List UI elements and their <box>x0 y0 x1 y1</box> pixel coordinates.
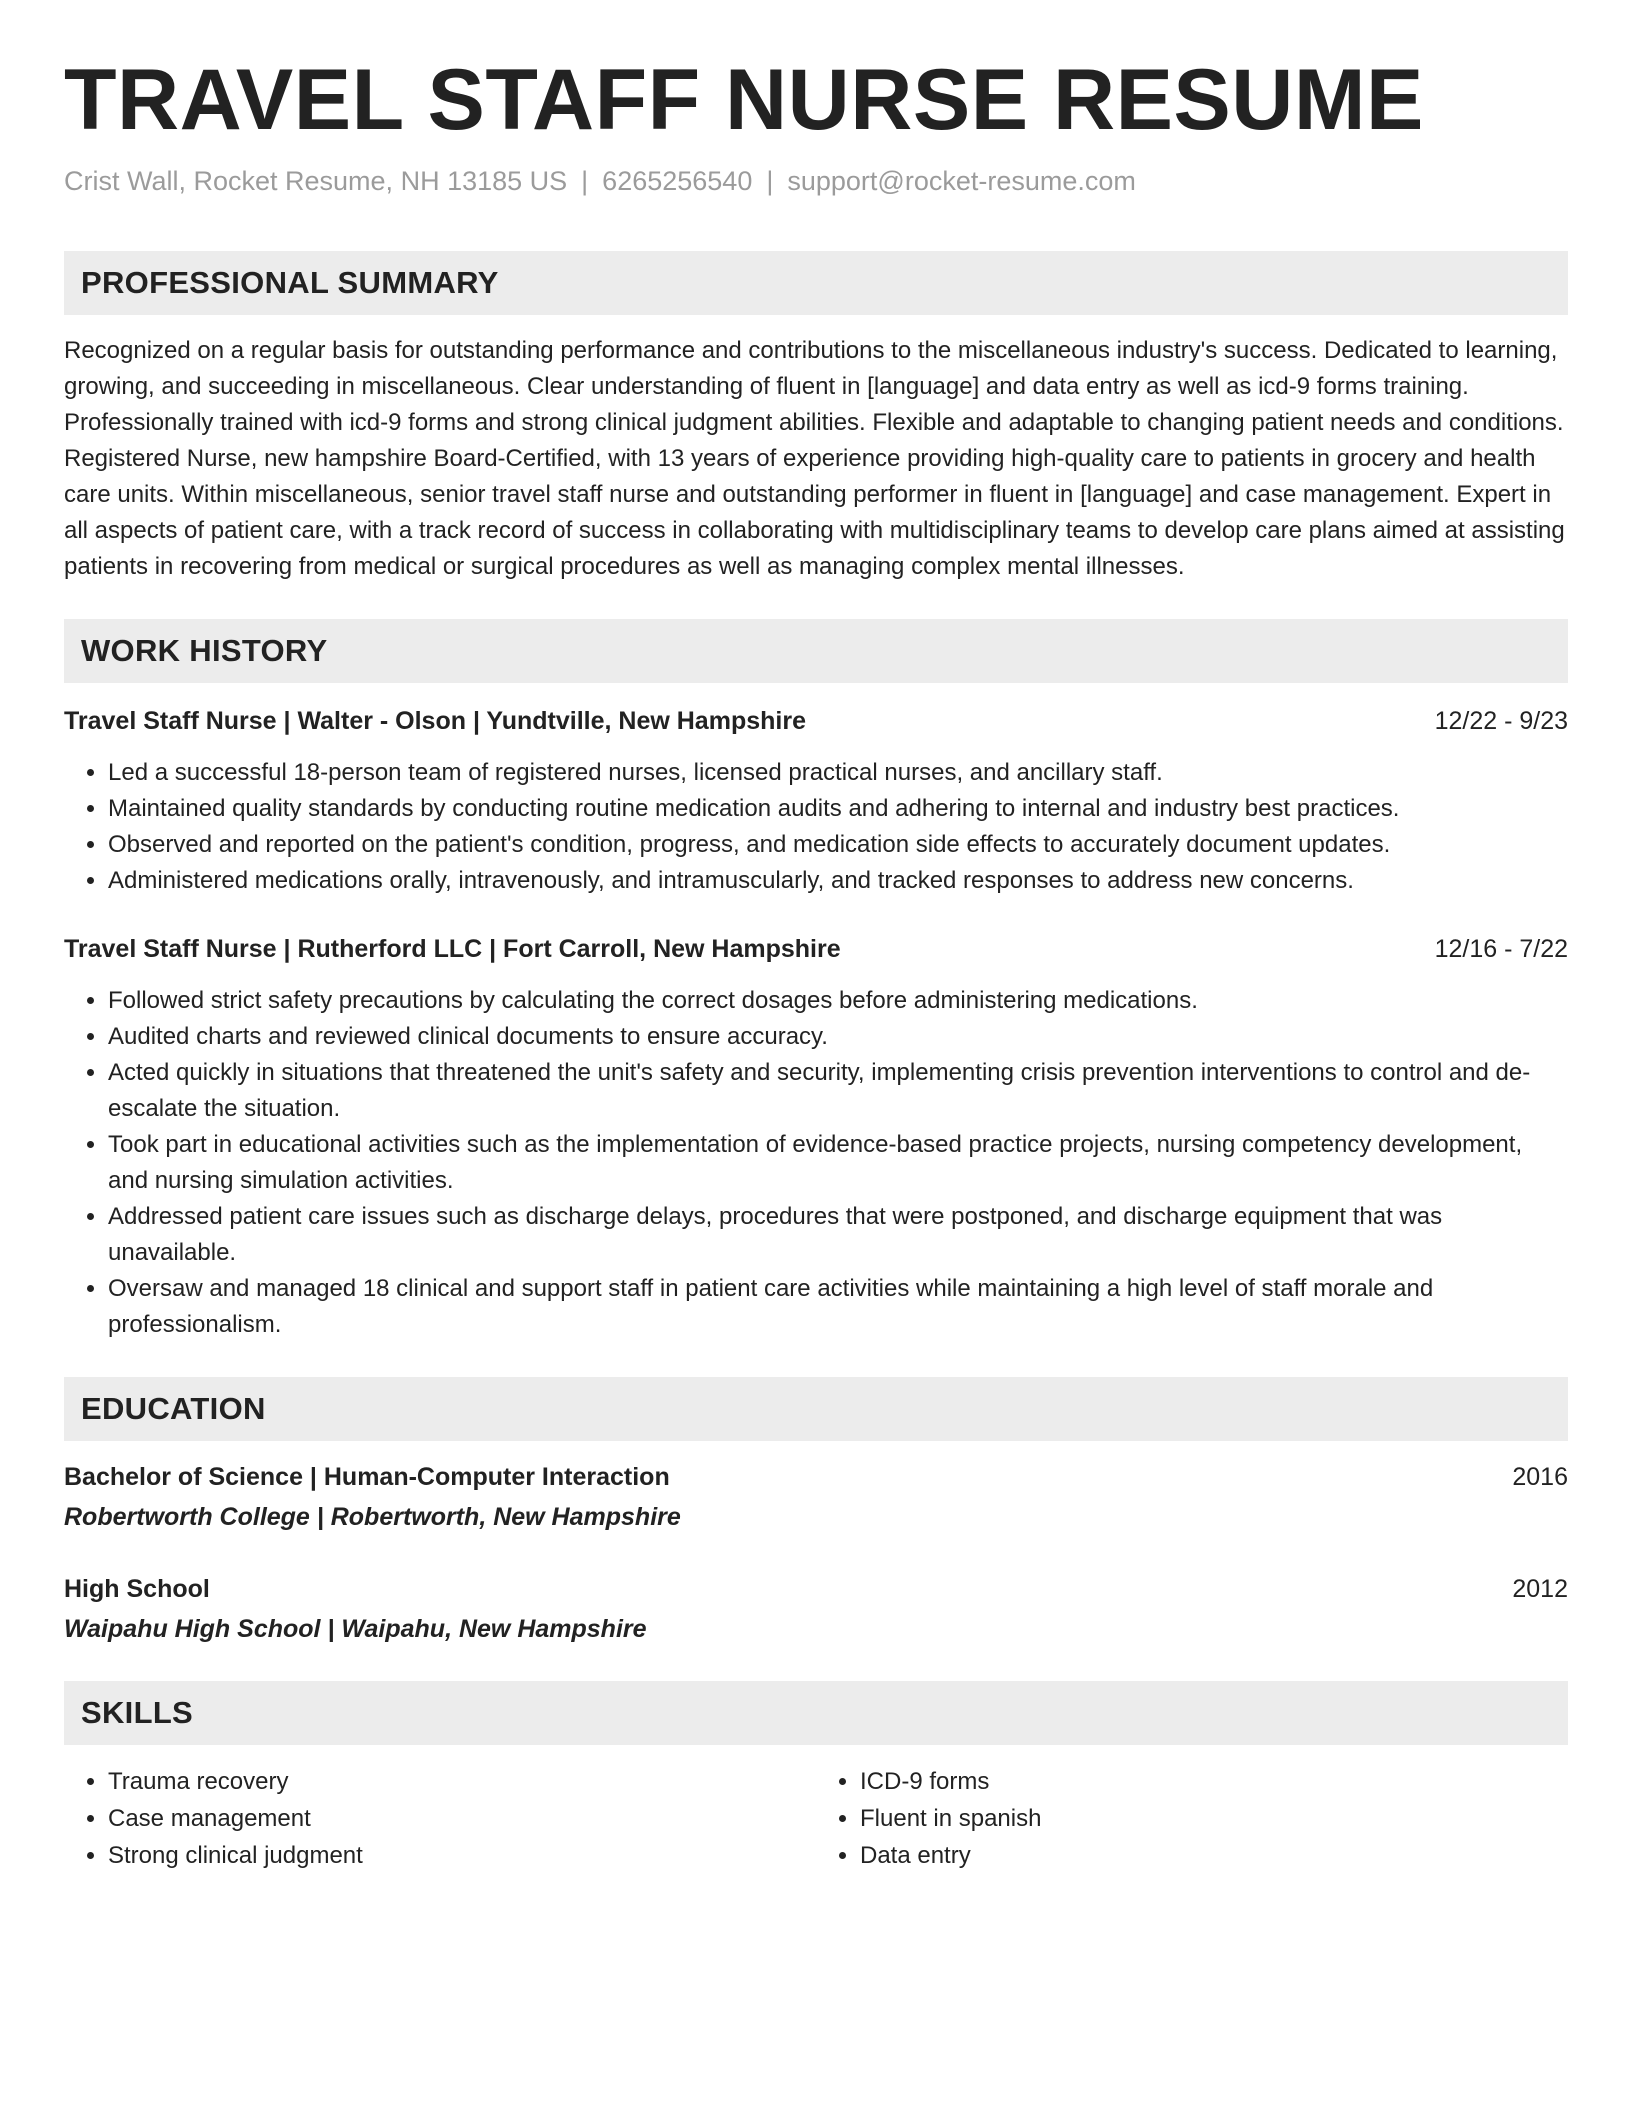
job-dates: 12/16 - 7/22 <box>1434 935 1568 964</box>
skills-column-left <box>64 1763 816 1874</box>
job-title-line: Travel Staff Nurse | Walter - Olson | Yundtville, New Hampshire <box>64 707 806 736</box>
contact-phone: 6265256540 <box>602 166 753 197</box>
education-degree: Bachelor of Science | Human-Computer Interaction <box>64 1463 670 1492</box>
contact-email: support@rocket-resume.com <box>787 166 1136 197</box>
job-entry <box>64 703 1568 899</box>
skill-item: • ICD-9 forms <box>860 1763 1568 1800</box>
contact-address: Crist Wall, Rocket Resume, NH 13185 US <box>64 166 568 197</box>
job-title-line: Travel Staff Nurse | Rutherford LLC | Fort Carroll, New Hampshire <box>64 935 841 964</box>
education-degree: High School <box>64 1575 210 1604</box>
education-header <box>64 1459 1568 1495</box>
education-school: Waipahu High School | Waipahu, New Hampshire <box>64 1615 647 1644</box>
education-year: 2016 <box>1512 1463 1568 1492</box>
job-bullets <box>64 755 1568 899</box>
education-year: 2012 <box>1512 1575 1568 1604</box>
job-dates: 12/22 - 9/23 <box>1434 707 1568 736</box>
skill-item: • Fluent in spanish <box>860 1800 1568 1837</box>
section-header-education: EDUCATION <box>64 1377 1568 1441</box>
skills-grid <box>64 1763 1568 1874</box>
contact-line <box>64 164 1568 199</box>
job-bullet: • Oversaw and managed 18 clinical and support staff in patient care activities while maintaining a high level of staff morale and professionalism. <box>108 1271 1568 1343</box>
education-entry <box>64 1459 1568 1535</box>
contact-separator: | <box>766 166 774 197</box>
job-entry <box>64 931 1568 1343</box>
skills-column-right <box>816 1763 1568 1874</box>
skill-item: • Data entry <box>860 1837 1568 1874</box>
job-bullet: • Led a successful 18-person team of registered nurses, licensed practical nurses, and ancillary staff. <box>108 755 1568 791</box>
summary-text: Recognized on a regular basis for outstanding performance and contributions to the miscellaneous industry's success. Dedicated to learning, growing, and succeeding in miscellaneous. Clear understanding of fluent in [language] and data entry as well as icd-9 forms training. Professionally trained with icd-9 forms and strong clinical judgment abilities. Flexible and adaptable to changing patient needs and conditions. Registered Nurse, new hampshire Board-Certified, with 13 years of experience providing high-quality care to patients in grocery and health care units. Within miscellaneous, senior travel staff nurse and outstanding performer in fluent in [language] and case management. Expert in all aspects of patient care, with a track record of success in collaborating with multidisciplinary teams to develop care plans aimed at assisting patients in recovering from medical or surgical procedures as well as managing complex mental illnesses. <box>64 337 1565 581</box>
job-bullet: • Took part in educational activities such as the implementation of evidence-based practice projects, nursing competency development, and nursing simulation activities. <box>108 1127 1568 1199</box>
resume-title: TRAVEL STAFF NURSE RESUME <box>64 52 1424 148</box>
section-header-summary: PROFESSIONAL SUMMARY <box>64 251 1568 315</box>
job-bullet: • Followed strict safety precautions by calculating the correct dosages before administering medications. <box>108 983 1568 1019</box>
job-bullet: • Acted quickly in situations that threatened the unit's safety and security, implementing crisis prevention interventions to control and de-escalate the situation. <box>108 1055 1568 1127</box>
job-bullet: • Observed and reported on the patient's condition, progress, and medication side effects to accurately document updates. <box>108 827 1568 863</box>
education-school: Robertworth College | Robertworth, New Hampshire <box>64 1503 681 1532</box>
job-header <box>64 931 1568 967</box>
job-bullet: • Addressed patient care issues such as discharge delays, procedures that were postponed, and discharge equipment that was unavailable. <box>108 1199 1568 1271</box>
job-bullet: • Maintained quality standards by conducting routine medication audits and adhering to internal and industry best practices. <box>108 791 1568 827</box>
job-bullet: • Administered medications orally, intravenously, and intramuscularly, and tracked responses to address new concerns. <box>108 863 1568 899</box>
section-header-work-history: WORK HISTORY <box>64 619 1568 683</box>
contact-separator: | <box>581 166 589 197</box>
skill-item: • Case management <box>108 1800 816 1837</box>
skill-item: • Trauma recovery <box>108 1763 816 1800</box>
education-header <box>64 1571 1568 1607</box>
education-entry <box>64 1571 1568 1647</box>
job-bullets <box>64 983 1568 1343</box>
job-header <box>64 703 1568 739</box>
job-bullet: • Audited charts and reviewed clinical documents to ensure accuracy. <box>108 1019 1568 1055</box>
skill-item: • Strong clinical judgment <box>108 1837 816 1874</box>
section-header-skills: SKILLS <box>64 1681 1568 1745</box>
